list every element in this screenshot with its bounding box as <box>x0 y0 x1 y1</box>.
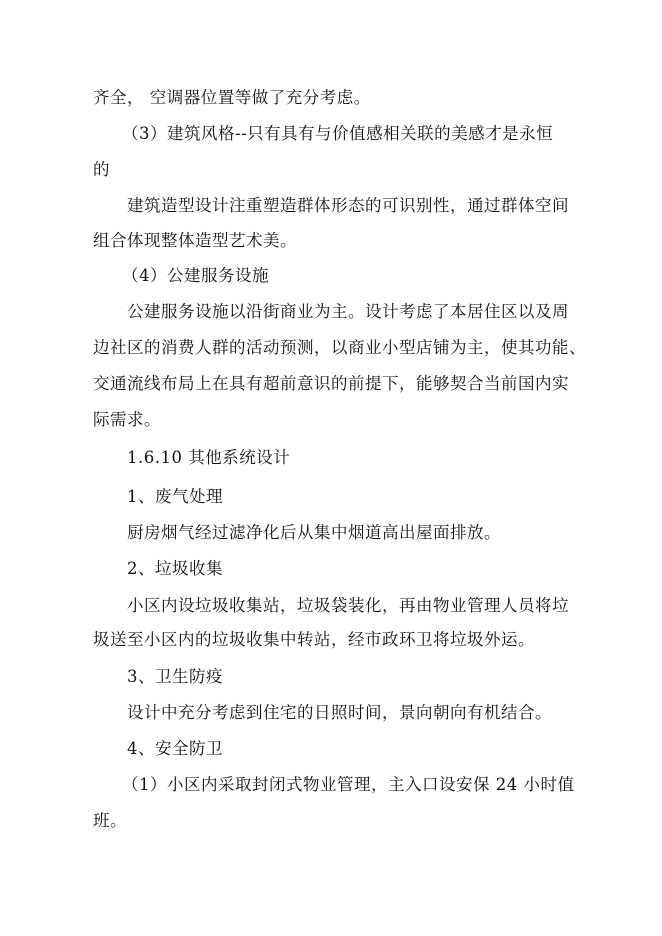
text-line: 际需求。 <box>93 410 161 429</box>
item-heading-sanitation: 3、卫生防疫 <box>127 667 223 686</box>
text-line: 的 <box>93 160 110 179</box>
text-line: 齐全， 空调器位置等做了充分考虑。 <box>93 88 371 107</box>
item-heading-security: 4、安全防卫 <box>127 739 223 758</box>
subheading-architectural-style: （3）建筑风格--只有具有与价值感相关联的美感才是永恒 <box>122 124 554 143</box>
item-heading-exhaust: 1、废气处理 <box>127 487 223 506</box>
subheading-public-facilities: （4）公建服务设施 <box>122 266 269 285</box>
text-line: （1）小区内采取封闭式物业管理，主入口设安保 24 小时值 <box>122 775 575 794</box>
text-line: 建筑造型设计注重塑造群体形态的可识别性，通过群体空间 <box>127 196 569 215</box>
text-line: 组合体现整体造型艺术美。 <box>93 231 297 250</box>
text-line: 边社区的消费人群的活动预测，以商业小型店铺为主，使其功能、 <box>93 338 586 357</box>
text-line: 班。 <box>93 811 127 830</box>
text-line: 圾送至小区内的垃圾收集中转站，经市政环卫将垃圾外运。 <box>93 630 535 649</box>
text-line: 厨房烟气经过滤净化后从集中烟道高出屋面排放。 <box>127 523 501 542</box>
text-line: 小区内设垃圾收集站，垃圾袋装化，再由物业管理人员将垃 <box>127 596 569 615</box>
section-heading-1-6-10: 1.6.10 其他系统设计 <box>127 448 291 467</box>
item-heading-garbage: 2、垃圾收集 <box>127 559 223 578</box>
text-line: 交通流线布局上在具有超前意识的前提下，能够契合当前国内实 <box>93 374 569 393</box>
text-line: 设计中充分考虑到住宅的日照时间，景向朝向有机结合。 <box>127 703 552 722</box>
text-line: 公建服务设施以沿街商业为主。设计考虑了本居住区以及周 <box>127 302 569 321</box>
